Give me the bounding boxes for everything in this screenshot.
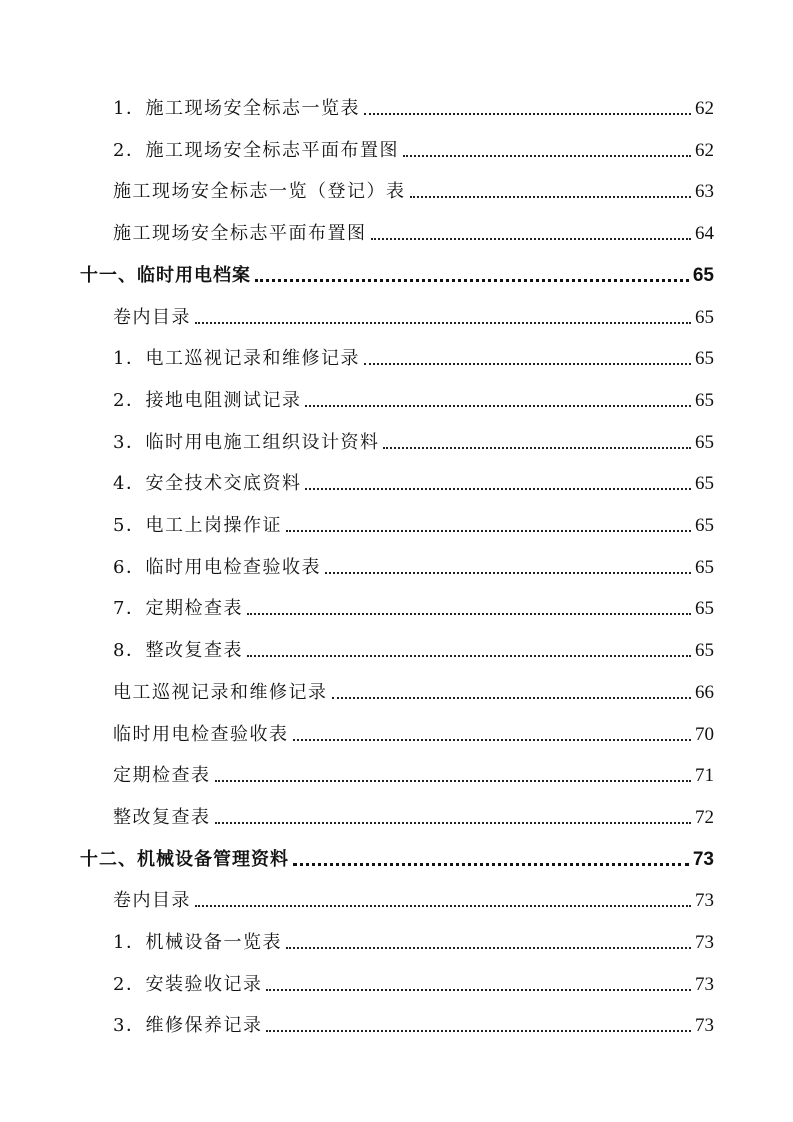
dot-leader: [195, 322, 691, 324]
toc-row: [0, 718, 793, 746]
dot-leader: [305, 488, 691, 490]
toc-row: [0, 467, 793, 495]
toc-entry-label: 4．安全技术交底资料: [113, 473, 302, 495]
dot-leader: [364, 363, 691, 365]
toc-row: [0, 592, 793, 620]
toc-section-heading[interactable]: [80, 843, 714, 871]
toc-entry[interactable]: [113, 926, 714, 954]
toc-entry-label: 临时用电检查验收表: [113, 723, 289, 745]
toc-page-number: 71: [695, 765, 714, 787]
dot-leader: [410, 196, 692, 198]
toc-entry-label: 施工现场安全标志一览（登记）表: [113, 181, 406, 203]
toc-row: [0, 801, 793, 829]
toc-page-number: 73: [692, 848, 714, 870]
toc-row: [0, 634, 793, 662]
dot-leader: [266, 989, 691, 991]
toc-row: [0, 134, 793, 162]
toc-page-number: 62: [695, 98, 714, 119]
dot-leader: [403, 155, 691, 157]
toc-page-number: 65: [695, 473, 714, 495]
toc-entry[interactable]: [113, 426, 714, 454]
toc-page-number: 73: [695, 932, 714, 953]
toc-page-number: 65: [695, 306, 714, 328]
toc-row: [0, 175, 793, 203]
toc-page-number: 65: [692, 264, 714, 286]
dot-leader: [266, 1030, 691, 1032]
toc-entry[interactable]: [113, 509, 714, 537]
toc-page-number: 72: [695, 806, 714, 828]
toc-entry-label: 3．临时用电施工组织设计资料: [113, 431, 380, 453]
dot-leader: [332, 697, 692, 699]
toc-entry[interactable]: [113, 92, 714, 120]
dot-leader: [255, 279, 689, 282]
dot-leader: [215, 780, 692, 782]
toc-entry-label: 5．电工上岗操作证: [113, 515, 282, 536]
toc-page-number: 70: [695, 723, 714, 745]
toc-entry[interactable]: [113, 384, 714, 412]
toc-entry[interactable]: [113, 718, 714, 746]
toc-page-number: 66: [695, 681, 714, 703]
toc-page-number: 62: [695, 139, 714, 161]
dot-leader: [364, 113, 691, 115]
toc-entry-label: 1．施工现场安全标志一览表: [113, 98, 360, 119]
toc-row: [0, 259, 793, 287]
dot-leader: [247, 613, 691, 615]
dot-leader: [293, 739, 692, 741]
toc-entry[interactable]: [113, 342, 714, 370]
toc-row: [0, 759, 793, 787]
toc-row: [0, 509, 793, 537]
toc-page-number: 73: [695, 973, 714, 995]
toc-row: [0, 676, 793, 704]
toc-entry[interactable]: [113, 968, 714, 996]
toc-page-number: 65: [695, 640, 714, 662]
toc-row: [0, 384, 793, 412]
dot-leader: [371, 238, 692, 240]
toc-row: [0, 217, 793, 245]
toc-row: [0, 968, 793, 996]
toc-entry-label: 6．临时用电检查验收表: [113, 556, 321, 578]
toc-entry-label: 定期检查表: [113, 765, 211, 787]
dot-leader: [293, 863, 689, 866]
toc-page-number: 73: [695, 1015, 714, 1037]
toc-entry-label: 2．安装验收记录: [113, 973, 263, 995]
toc-row: [0, 1009, 793, 1037]
toc-entry-label: 施工现场安全标志平面布置图: [113, 223, 367, 245]
toc-entry-label: 1．电工巡视记录和维修记录: [113, 348, 360, 370]
toc-page-number: 65: [695, 556, 714, 578]
dot-leader: [383, 447, 691, 449]
toc-entry[interactable]: [113, 467, 714, 495]
dot-leader: [215, 822, 692, 824]
toc-entry[interactable]: [113, 759, 714, 787]
toc-section-heading[interactable]: [80, 259, 714, 287]
toc-row: [0, 551, 793, 579]
toc-entry[interactable]: [113, 676, 714, 704]
toc-row: [0, 926, 793, 954]
toc-entry-label: 十二、机械设备管理资料: [80, 848, 289, 870]
toc-entry-label: 2．接地电阻测试记录: [113, 389, 302, 411]
toc-row: [0, 301, 793, 329]
toc-row: [0, 884, 793, 912]
toc-row: [0, 342, 793, 370]
toc-entry-label: 1．机械设备一览表: [113, 932, 282, 953]
toc-page-number: 65: [695, 515, 714, 536]
toc-row: [0, 92, 793, 120]
toc-entry[interactable]: [113, 217, 714, 245]
dot-leader: [325, 572, 691, 574]
toc-entry-label: 卷内目录: [113, 890, 191, 912]
toc-page-number: 65: [695, 598, 714, 620]
toc-row: [0, 426, 793, 454]
dot-leader: [195, 905, 691, 907]
toc-page-number: 64: [695, 223, 714, 245]
toc-page-number: 65: [695, 348, 714, 370]
toc-entry[interactable]: [113, 884, 714, 912]
dot-leader: [305, 405, 691, 407]
toc-entry-label: 8．整改复查表: [113, 640, 243, 662]
dot-leader: [247, 655, 691, 657]
toc-entry[interactable]: [113, 175, 714, 203]
dot-leader: [286, 947, 691, 949]
toc-page-number: 65: [695, 389, 714, 411]
toc-entry-label: 3．维修保养记录: [113, 1015, 263, 1037]
toc-entry-label: 整改复查表: [113, 806, 211, 828]
toc-entry[interactable]: [113, 801, 714, 829]
toc-entry-label: 电工巡视记录和维修记录: [113, 681, 328, 703]
dot-leader: [286, 530, 691, 532]
toc-entry-label: 2．施工现场安全标志平面布置图: [113, 139, 399, 161]
toc-entry[interactable]: [113, 592, 714, 620]
toc-entry[interactable]: [113, 634, 714, 662]
toc-entry[interactable]: [113, 134, 714, 162]
toc-entry-label: 十一、临时用电档案: [80, 264, 251, 286]
toc-entry-label: 7．定期检查表: [113, 598, 243, 620]
toc-row: [0, 843, 793, 871]
toc-page-number: 65: [695, 431, 714, 453]
toc-entry[interactable]: [113, 1009, 714, 1037]
toc-entry[interactable]: [113, 301, 714, 329]
toc-entry[interactable]: [113, 551, 714, 579]
toc-page-number: 63: [695, 181, 714, 203]
toc-entry-label: 卷内目录: [113, 306, 191, 328]
toc-page-number: 73: [695, 890, 714, 912]
